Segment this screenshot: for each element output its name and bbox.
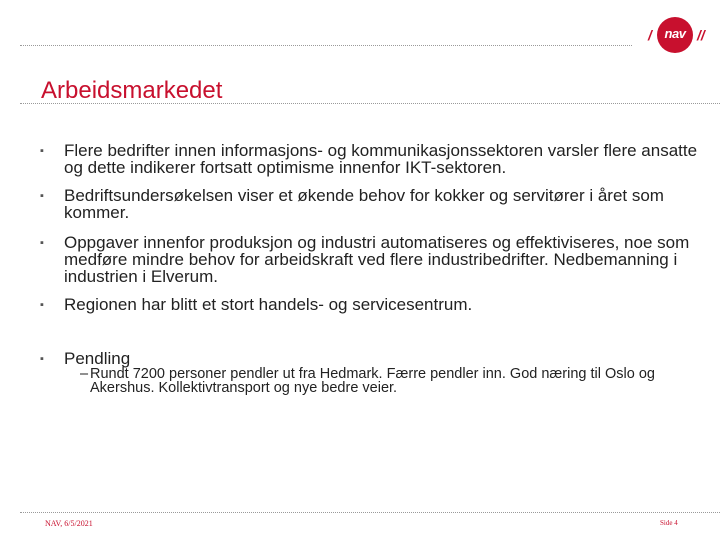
top-divider bbox=[20, 45, 632, 46]
bullet-marker: ▪ bbox=[40, 299, 44, 311]
bullet-text: Regionen har blitt et stort handels- og servicesentrum. bbox=[64, 295, 473, 314]
bullet-list bbox=[40, 142, 700, 395]
footer-page-number: Side 4 bbox=[660, 519, 678, 527]
slide-title: Arbeidsmarkedet bbox=[41, 77, 223, 104]
bullet-marker: ▪ bbox=[40, 190, 44, 202]
sub-bullet-item bbox=[64, 367, 700, 395]
logo-slash-right: // bbox=[697, 27, 705, 43]
bullet-item bbox=[40, 350, 700, 395]
sub-bullet-marker: – bbox=[80, 366, 89, 382]
bullet-text: Flere bedrifter innen informasjons- og kommunikasjonssektoren varsler flere ansatte og dette indikerer fortsatt optimisme innenfor IKT-sektoren. bbox=[64, 141, 698, 177]
footer-date: NAV, 6/5/2021 bbox=[45, 519, 93, 528]
logo-text: nav bbox=[664, 26, 686, 41]
bullet-text: Oppgaver innenfor produksjon og industri automatiseres og effektiviseres, noe som medføre mindre behov for arbeidskraft ved flere industribedrifter. Nedbemanning i industrien i Elverum. bbox=[64, 233, 690, 286]
title-divider bbox=[20, 103, 720, 104]
bullet-item bbox=[40, 234, 700, 285]
bullet-item bbox=[40, 187, 700, 221]
footer-divider bbox=[20, 512, 720, 513]
bullet-marker: ▪ bbox=[40, 237, 44, 249]
bullet-marker: ▪ bbox=[40, 145, 44, 157]
bullet-marker: ▪ bbox=[40, 353, 44, 365]
bullet-item bbox=[40, 142, 700, 176]
bullet-text: Bedriftsundersøkelsen viser et økende behov for kokker og servitører i året som kommer. bbox=[64, 186, 664, 222]
nav-logo bbox=[644, 14, 712, 56]
logo-slash-left: / bbox=[648, 27, 652, 43]
sub-bullet-text: Rundt 7200 personer pendler ut fra Hedmark. Færre pendler inn. God næring til Oslo og Akershus. Kollektivtransport og nye bedre veier. bbox=[90, 366, 655, 396]
bullet-item bbox=[40, 296, 700, 313]
bullet-text: Pendling bbox=[64, 349, 131, 368]
